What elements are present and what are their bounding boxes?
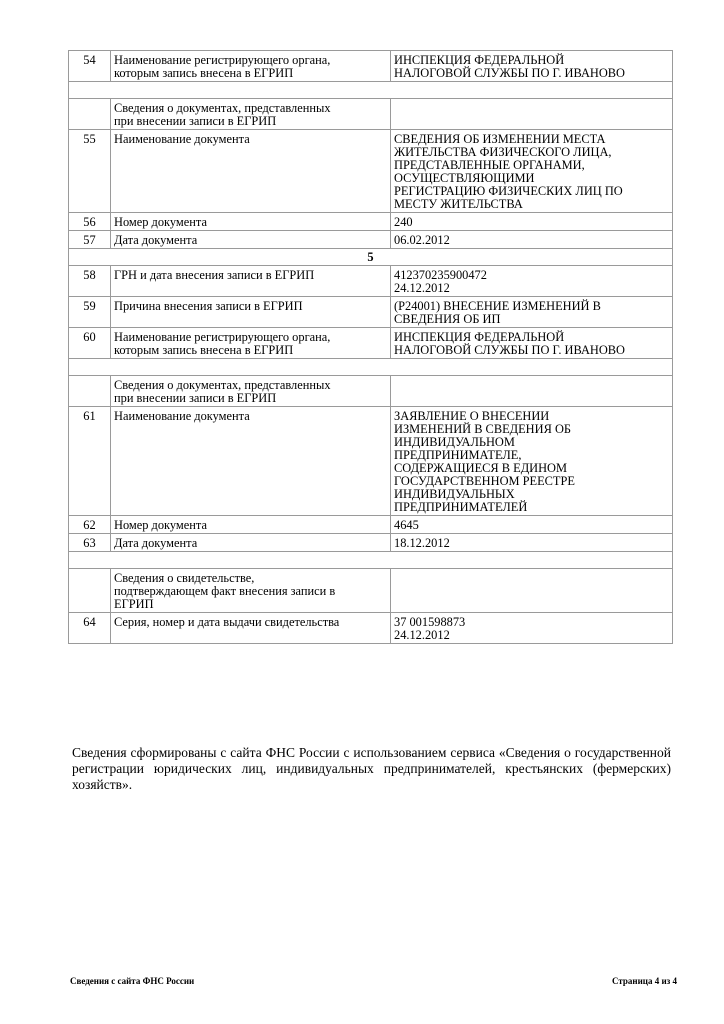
row-number: 59 [69, 297, 111, 328]
spacer-row [69, 359, 673, 376]
row-number: 63 [69, 534, 111, 552]
table-row-64 [69, 613, 673, 644]
row-field-name: Дата документа [111, 534, 391, 552]
page-number: Страница 4 из 4 [611, 976, 677, 986]
row-field-name: Причина внесения записи в ЕГРИП [111, 297, 391, 328]
row-field-name: Номер документа [111, 516, 391, 534]
row-field-name: Наименование документа [111, 130, 391, 213]
row-field-value: ЗАЯВЛЕНИЕ О ВНЕСЕНИИ ИЗМЕНЕНИЙ В СВЕДЕНИЯ ОБ ИНДИВИДУАЛЬНОМ ПРЕДПРИНИМАТЕЛЕ, СОДЕРЖАЩИЕСЯ В ЕДИНОМ ГОСУДАРСТВЕННОМ РЕЕСТРЕ ИНДИВИДУАЛЬНЫХ ПРЕДПРИНИМАТЕЛЕЙ [391, 407, 673, 516]
row-field-value: 18.12.2012 [391, 534, 673, 552]
row-field-value: 4645 [391, 516, 673, 534]
row-number: 58 [69, 266, 111, 297]
spacer-row [69, 552, 673, 569]
row-number: 56 [69, 213, 111, 231]
documents-header-row [69, 99, 673, 130]
row-field-name: Наименование документа [111, 407, 391, 516]
table-row-55 [69, 130, 673, 213]
group-heading: Сведения о документах, представленных при внесении записи в ЕГРИП [111, 99, 391, 130]
table-row-54 [69, 51, 673, 82]
table-row-56 [69, 213, 673, 231]
spacer-row [69, 82, 673, 99]
row-number: 61 [69, 407, 111, 516]
row-field-name: Наименование регистрирующего органа, которым запись внесена в ЕГРИП [111, 51, 391, 82]
row-number: 54 [69, 51, 111, 82]
row-field-value: СВЕДЕНИЯ ОБ ИЗМЕНЕНИИ МЕСТА ЖИТЕЛЬСТВА ФИЗИЧЕСКОГО ЛИЦА, ПРЕДСТАВЛЕННЫЕ ОРГАНАМИ, ОСУЩЕСТВЛЯЮЩИМИ РЕГИСТРАЦИЮ ФИЗИЧЕСКИХ ЛИЦ ПО МЕСТУ ЖИТЕЛЬСТВА [391, 130, 673, 213]
row-field-value: 06.02.2012 [391, 231, 673, 249]
table-row-63 [69, 534, 673, 552]
group-heading: Сведения о свидетельстве, подтверждающем факт внесения записи в ЕГРИП [111, 569, 391, 613]
table-row-58 [69, 266, 673, 297]
row-number: 64 [69, 613, 111, 644]
source-note: Сведения сформированы с сайта ФНС России с использованием сервиса «Сведения о государственной регистрации юридических лиц, индивидуальных предпринимателей, крестьянских (фермерских) хозяйств». [72, 745, 671, 792]
row-number: 55 [69, 130, 111, 213]
row-field-value: 37 001598873 24.12.2012 [391, 613, 673, 644]
row-field-value: ИНСПЕКЦИЯ ФЕДЕРАЛЬНОЙ НАЛОГОВОЙ СЛУЖБЫ ПО Г. ИВАНОВО [391, 328, 673, 359]
row-field-name: Дата документа [111, 231, 391, 249]
table-row-57 [69, 231, 673, 249]
row-number: 57 [69, 231, 111, 249]
row-field-value: 412370235900472 24.12.2012 [391, 266, 673, 297]
row-field-value: 240 [391, 213, 673, 231]
row-field-value: ИНСПЕКЦИЯ ФЕДЕРАЛЬНОЙ НАЛОГОВОЙ СЛУЖБЫ ПО Г. ИВАНОВО [391, 51, 673, 82]
row-field-value: (Р24001) ВНЕСЕНИЕ ИЗМЕНЕНИЙ В СВЕДЕНИЯ ОБ ИП [391, 297, 673, 328]
table-row-60 [69, 328, 673, 359]
row-number: 60 [69, 328, 111, 359]
egrip-records-table [68, 50, 673, 644]
row-field-name: Серия, номер и дата выдачи свидетельства [111, 613, 391, 644]
certificate-header-row [69, 569, 673, 613]
group-heading: Сведения о документах, представленных при внесении записи в ЕГРИП [111, 376, 391, 407]
row-number: 62 [69, 516, 111, 534]
row-field-name: ГРН и дата внесения записи в ЕГРИП [111, 266, 391, 297]
footer-source-label: Сведения с сайта ФНС России [70, 976, 195, 986]
documents-header-row [69, 376, 673, 407]
section-row [69, 249, 673, 266]
table-row-59 [69, 297, 673, 328]
section-number: 5 [69, 249, 673, 266]
table-row-61 [69, 407, 673, 516]
row-field-name: Номер документа [111, 213, 391, 231]
table-row-62 [69, 516, 673, 534]
row-field-name: Наименование регистрирующего органа, которым запись внесена в ЕГРИП [111, 328, 391, 359]
